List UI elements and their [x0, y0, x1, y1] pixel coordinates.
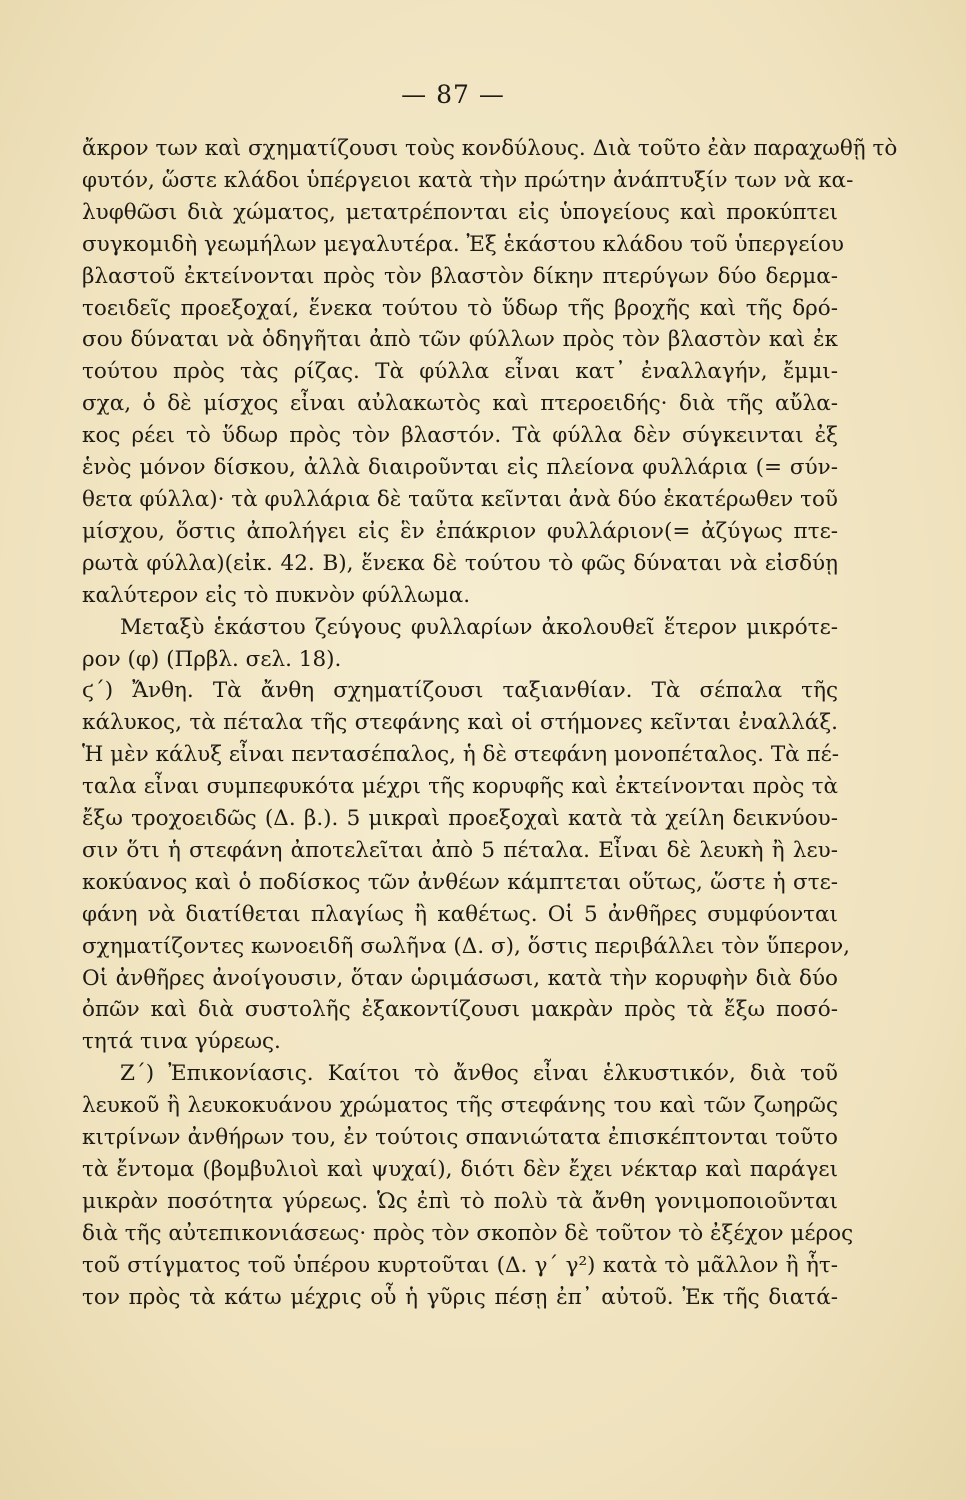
text-line: μικρὰν ποσότητα γύρεως. Ὡς ἐπὶ τὸ πολὺ τὰ ἄνθη γονιμοποιοῦνται — [82, 1188, 838, 1214]
text-line: φάνη νὰ διατίθεται πλαγίως ἢ καθέτως. Οἱ 5 ἀνθῆρες συμφύονται — [82, 901, 838, 927]
text-line: μίσχου, ὅστις ἀπολήγει εἰς ἓν ἐπάκριον φυλλάριον(= ἀζύγως πτε- — [82, 518, 838, 544]
text-line: τούτου πρὸς τὰς ρίζας. Τὰ φύλλα εἶναι κατ᾽ ἐναλλαγήν, ἔμμι- — [82, 359, 838, 385]
text-line: Μεταξὺ ἑκάστου ζεύγους φυλλαρίων ἀκολουθεῖ ἕτερον μικρότε- — [120, 614, 838, 640]
text-line: τοῦ στίγματος τοῦ ὑπέρου κυρτοῦται (Δ. γ΄ γ²) κατὰ τὸ μᾶλλον ἢ ἧτ- — [82, 1252, 838, 1278]
text-line: βλαστοῦ ἐκτείνονται πρὸς τὸν βλαστὸν δίκην πτερύγων δύο δερμα- — [82, 263, 838, 289]
text-line: τοειδεῖς προεξοχαί, ἕνεκα τούτου τὸ ὕδωρ τῆς βροχῆς καὶ τῆς δρό- — [82, 295, 838, 321]
section-heading-line: ϛ΄) Ἄνθη. Τὰ ἄνθη σχηματίζουσι ταξιανθίαν. Τὰ σέπαλα τῆς — [82, 678, 838, 704]
text-line: θετα φύλλα)· τὰ φυλλάρια δὲ ταῦτα κεῖνται ἀνὰ δύο ἑκατέρωθεν τοῦ — [82, 486, 838, 512]
text-line: κάλυκος, τὰ πέταλα τῆς στεφάνης καὶ οἱ στήμονες κεῖνται ἐναλλάξ. — [82, 710, 838, 736]
text-line: ταλα εἶναι συμπεφυκότα μέχρι τῆς κορυφῆς καὶ ἐκτείνονται πρὸς τὰ — [82, 774, 838, 800]
text-line: ρωτὰ φύλλα)(εἰκ. 42. Β), ἕνεκα δὲ τούτου τὸ φῶς δύναται νὰ εἰσδύῃ — [82, 550, 838, 576]
text-line: καλύτερον εἰς τὸ πυκνὸν φύλλωμα. — [82, 582, 471, 608]
text-line: τον πρὸς τὰ κάτω μέχρις οὗ ἡ γῦρις πέσῃ ἐπ᾽ αὐτοῦ. Ἐκ τῆς διατά- — [82, 1284, 838, 1310]
text-line: σου δύναται νὰ ὁδηγῆται ἀπὸ τῶν φύλλων πρὸς τὸν βλαστὸν καὶ ἐκ — [82, 327, 838, 353]
text-line: τητά τινα γύρεως. — [82, 1029, 281, 1055]
body-text — [82, 133, 898, 1314]
text-line: ἔξω τροχοειδῶς (Δ. β.). 5 μικραὶ προεξοχαὶ κατὰ τὰ χείλη δεικνύου- — [82, 806, 838, 832]
text-line: σχα, ὁ δὲ μίσχος εἶναι αὐλακωτὸς καὶ πτεροειδής· διὰ τῆς αὔλα- — [82, 391, 838, 417]
text-line: τὰ ἔντομα (βομβυλιοὶ καὶ ψυχαί), διότι δὲν ἔχει νέκταρ καὶ παράγει — [82, 1157, 838, 1182]
text-line: ἄκρον των καὶ σχηματίζουσι τοὺς κονδύλους. Διὰ τοῦτο ἐὰν παραχωθῇ τὸ — [82, 136, 898, 161]
text-line: λυφθῶσι διὰ χώματος, μετατρέπονται εἰς ὑπογείους καὶ προκύπτει — [82, 199, 838, 225]
text-line: ρον (φ) (Πρβλ. σελ. 18). — [82, 646, 342, 672]
text-line: συγκομιδὴ γεωμήλων μεγαλυτέρα. Ἐξ ἑκάστου κλάδου τοῦ ὑπεργείου — [82, 231, 844, 257]
text-line: ὀπῶν καὶ διὰ συστολῆς ἐξακοντίζουσι μακρὰν πρὸς τὰ ἔξω ποσό- — [82, 997, 838, 1023]
text-line: σιν ὅτι ἡ στεφάνη ἀποτελεῖται ἀπὸ 5 πέταλα. Εἶναι δὲ λευκὴ ἢ λευ- — [82, 837, 838, 863]
page-number: — 87 — — [401, 80, 505, 109]
text-line: κοκύανος καὶ ὁ ποδίσκος τῶν ἀνθέων κάμπτεται οὕτως, ὥστε ἡ στε- — [82, 869, 838, 895]
text-line: ἑνὸς μόνον δίσκου, ἀλλὰ διαιροῦνται εἰς πλείονα φυλλάρια (= σύν- — [82, 455, 838, 481]
text-line: φυτόν, ὥστε κλάδοι ὑπέργειοι κατὰ τὴν πρώτην ἀνάπτυξίν των νὰ κα- — [82, 167, 854, 193]
text-line: κος ρέει τὸ ὕδωρ πρὸς τὸν βλαστόν. Τὰ φύλλα δὲν σύγκεινται ἐξ — [82, 423, 838, 449]
text-line: Οἱ ἀνθῆρες ἀνοίγουσιν, ὅταν ὡριμάσωσι, κατὰ τὴν κορυφὴν διὰ δύο — [82, 965, 838, 991]
text-line: σχηματίζοντες κωνοειδῆ σωλῆνα (Δ. σ), ὅστις περιβάλλει τὸν ὕπερον, — [82, 933, 850, 959]
text-line: Ἡ μὲν κάλυξ εἶναι πεντασέπαλος, ἡ δὲ στεφάνη μονοπέταλος. Τὰ πέ- — [82, 742, 840, 768]
section-heading-line: Ζ΄) Ἐπικονίασις. Καίτοι τὸ ἄνθος εἶναι ἑλκυστικόν, διὰ τοῦ — [120, 1061, 838, 1087]
text-line: διὰ τῆς αὐτεπικονιάσεως· πρὸς τὸν σκοπὸν δὲ τοῦτον τὸ ἐξέχον μέρος — [82, 1220, 854, 1246]
text-line: κιτρίνων ἀνθήρων του, ἐν τούτοις σπανιώτατα ἐπισκέπτονται τοῦτο — [82, 1125, 838, 1151]
text-line: λευκοῦ ἢ λευκοκυάνου χρώματος τῆς στεφάνης του καὶ τῶν ζωηρῶς — [82, 1093, 838, 1119]
